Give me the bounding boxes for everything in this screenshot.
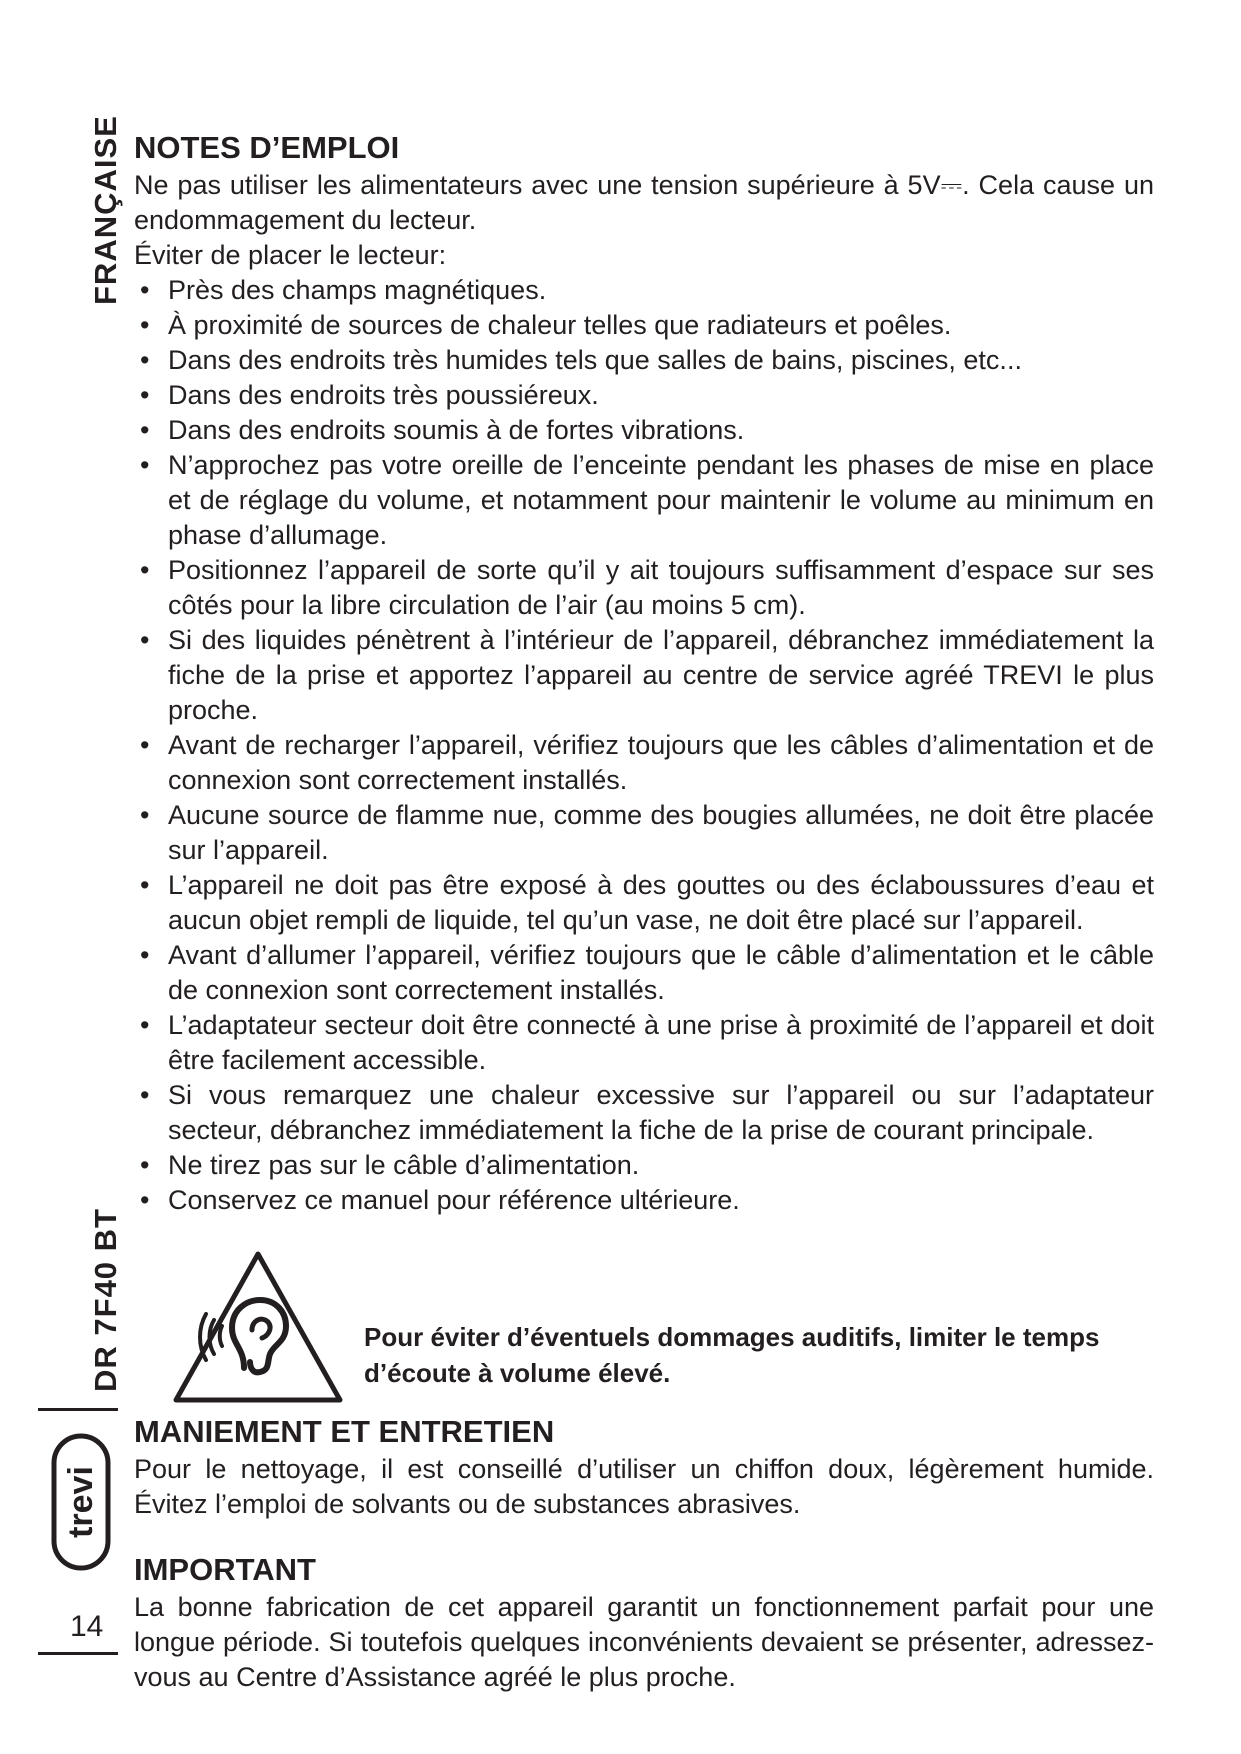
list-item: • Ne tirez pas sur le câble d’alimentation. [134,1148,1154,1183]
logo-wordmark: trevi [62,1466,100,1538]
list-item: • Si des liquides pénètrent à l’intérieur de l’appareil, débranchez immédiatement la fiche de la prise et apportez l’appareil au centre de service agréé TREVI le plus proche. [134,623,1154,728]
list-item: • Près des champs magnétiques. [134,273,1154,308]
important-title: IMPORTANT [134,1552,316,1587]
side-language-label: FRANÇAISE [88,115,123,305]
notes-title: NOTES D’EMPLOI [134,130,400,165]
notes-list [134,273,1154,1218]
notes-avoid-label: Éviter de placer le lecteur: [134,240,447,270]
list-item: • Conservez ce manuel pour référence ultérieure. [134,1183,1154,1218]
side-divider-top [38,1408,118,1411]
hearing-warning-icon [170,1248,346,1406]
list-item: • Aucune source de flamme nue, comme des bougies allumées, ne doit être placée sur l’appareil. [134,798,1154,868]
list-item: • À proximité de sources de chaleur telles que radiateurs et poêles. [134,308,1154,343]
care-title: MANIEMENT ET ENTRETIEN [134,1414,555,1449]
hearing-warning [134,1248,1154,1406]
side-divider-bottom [38,1652,118,1655]
important-section [134,1550,1154,1695]
list-item: • Si vous remarquez une chaleur excessive sur l’appareil ou sur l’adaptateur secteur, débranchez immédiatement la fiche de la prise de courant principale. [134,1078,1154,1148]
notes-intro: Ne pas utiliser les alimentateurs avec une tension supérieure à 5V⎓. Cela cause un endommagement du lecteur. [134,170,1154,235]
side-model-label: DR 7F40 BT [88,1208,123,1392]
list-item: • Avant d’allumer l’appareil, vérifiez toujours que le câble d’alimentation et le câble de connexion sont correctement installés. [134,938,1154,1008]
list-item: • Positionnez l’appareil de sorte qu’il y ait toujours suffisamment d’espace sur ses côtés pour la libre circulation de l’air (au moins 5 cm). [134,553,1154,623]
hearing-warning-text: Pour éviter d’éventuels dommages auditifs, limiter le temps d’écoute à volume élevé. [364,1322,1100,1388]
page-content [134,128,1154,1695]
list-item: • Dans des endroits très poussiéreux. [134,378,1154,413]
important-text: La bonne fabrication de cet appareil garantit un fonctionnement parfait pour une longue période. Si toutefois quelques inconvénients devaient se présenter, adressez-vous au Centre d’Assistance agréé le plus proche. [134,1592,1154,1692]
care-section [134,1412,1154,1522]
list-item: • L’adaptateur secteur doit être connecté à une prise à proximité de l’appareil et doit être facilement accessible. [134,1008,1154,1078]
list-item: • N’approchez pas votre oreille de l’enceinte pendant les phases de mise en place et de réglage du volume, et notamment pour maintenir le volume au minimum en phase d’allumage. [134,448,1154,553]
list-item: • Avant de recharger l’appareil, vérifiez toujours que les câbles d’alimentation et de connexion sont correctement installés. [134,728,1154,798]
list-item: • Dans des endroits soumis à de fortes vibrations. [134,413,1154,448]
trevi-logo-icon [50,1432,112,1572]
list-item: • L’appareil ne doit pas être exposé à des gouttes ou des éclaboussures d’eau et aucun objet rempli de liquide, tel qu’un vase, ne doit être placé sur l’appareil. [134,868,1154,938]
list-item: • Dans des endroits très humides tels que salles de bains, piscines, etc... [134,343,1154,378]
page-number: 14 [70,1610,104,1643]
care-text: Pour le nettoyage, il est conseillé d’utiliser un chiffon doux, légèrement humide. Évitez l’emploi de solvants ou de substances abrasives. [134,1454,1154,1519]
